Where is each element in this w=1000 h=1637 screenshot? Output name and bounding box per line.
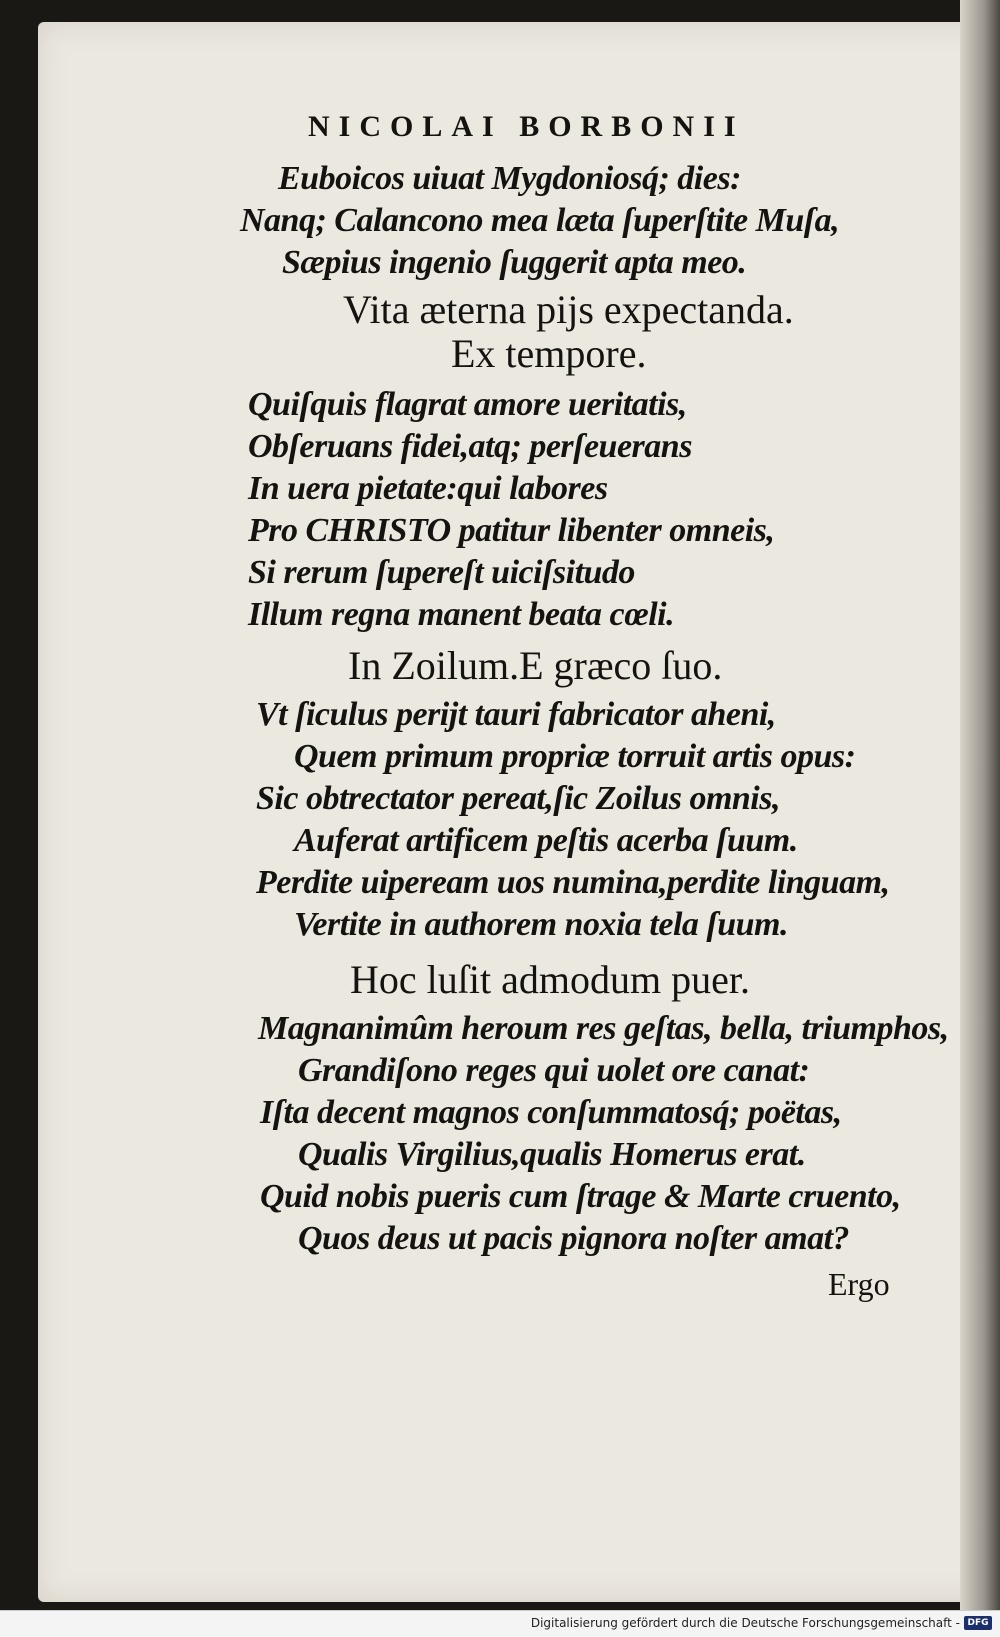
poem-title: Hoc luſit admodum puer. bbox=[350, 957, 750, 1002]
verse-line: Perdite uipeream uos numina,perdite linguam, bbox=[256, 864, 890, 901]
verse-line: Quid nobis pueris cum ſtrage & Marte cruento, bbox=[260, 1178, 901, 1215]
poem-title: Vita æterna pijs expectanda. bbox=[343, 287, 794, 332]
verse-line: Obſeruans fidei,atq; perſeuerans bbox=[248, 428, 692, 465]
book-page bbox=[38, 22, 1000, 1602]
verse-line: Quos deus ut pacis pignora noſter amat? bbox=[298, 1220, 850, 1257]
footer-bar bbox=[0, 1610, 1000, 1637]
page-edge bbox=[960, 0, 1000, 1610]
verse-line: Auferat artificem peſtis acerba ſuum. bbox=[294, 822, 798, 859]
running-head: NICOLAI BORBONII bbox=[308, 110, 745, 143]
text-line: Euboicos uiuat Mygdoniosq́; dies: bbox=[278, 160, 741, 197]
dfg-logo-icon: DFG bbox=[964, 1616, 992, 1630]
poem-subtitle: Ex tempore. bbox=[451, 331, 647, 376]
footer-credit: Digitalisierung gefördert durch die Deutsche Forschungsgemeinschaft - bbox=[530, 1616, 960, 1630]
verse-line: Pro CHRISTO patitur libenter omneis, bbox=[248, 512, 775, 549]
verse-line: Quiſquis flagrat amore ueritatis, bbox=[248, 386, 687, 423]
catchword: Ergo bbox=[828, 1266, 890, 1302]
text-line: Nanq; Calancono mea læta ſuperſtite Muſa, bbox=[240, 202, 840, 239]
text-line: Sæpius ingenio ſuggerit apta meo. bbox=[282, 244, 747, 281]
verse-line: Magnanimûm heroum res geſtas, bella, triumphos, bbox=[258, 1010, 949, 1047]
verse-line: Illum regna manent beata cœli. bbox=[248, 596, 675, 633]
verse-line: In uera pietate:qui labores bbox=[248, 470, 608, 507]
verse-line: Qualis Virgilius,qualis Homerus erat. bbox=[298, 1136, 806, 1173]
verse-line: Vertite in authorem noxia tela ſuum. bbox=[294, 906, 788, 943]
poem-title: In Zoilum.E græco ſuo. bbox=[348, 643, 723, 688]
verse-line: Quem primum propriæ torruit artis opus: bbox=[294, 738, 856, 775]
verse-line: Grandiſono reges qui uolet ore canat: bbox=[298, 1052, 810, 1089]
verse-line: Vt ſiculus perijt tauri fabricator aheni, bbox=[256, 696, 776, 733]
verse-line: Si rerum ſupereſt uiciſsitudo bbox=[248, 554, 635, 591]
verse-line: Iſta decent magnos conſummatosq́; poëtas, bbox=[260, 1094, 842, 1131]
verse-line: Sic obtrectator pereat,ſic Zoilus omnis, bbox=[256, 780, 780, 817]
